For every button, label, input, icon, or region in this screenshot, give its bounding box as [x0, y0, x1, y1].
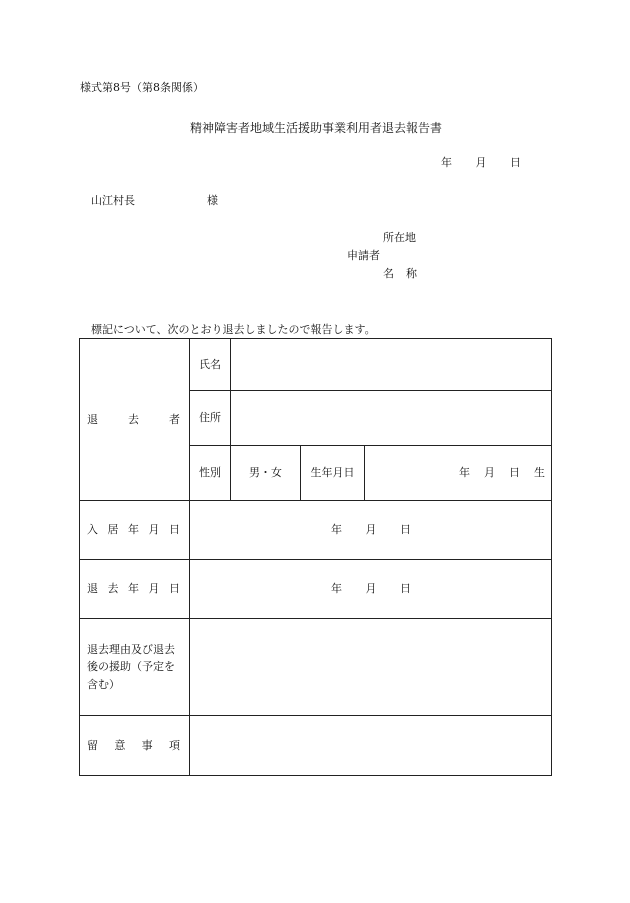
notes-label	[80, 716, 190, 776]
name-label: 氏名	[190, 339, 231, 391]
intro-text: 標記について、次のとおり退去しましたので報告します。	[91, 323, 376, 336]
address-input-cell[interactable]	[231, 391, 552, 446]
date-year-label: 年	[441, 156, 452, 169]
move-out-day-unit: 日	[400, 582, 411, 596]
notes-label-char: 留	[87, 738, 98, 752]
sex-option-cell[interactable]: 男・女	[231, 446, 301, 501]
move-out-date-label	[80, 560, 190, 619]
notes-label-char: 意	[114, 738, 126, 752]
reason-label: 退去理由及び退去後の援助（予定を含む）	[80, 619, 190, 716]
birth-year-unit: 年	[459, 466, 470, 480]
move-in-label-char: 年	[128, 523, 139, 537]
date-line	[441, 157, 521, 168]
document-title: 精神障害者地域生活援助事業利用者退去報告書	[190, 121, 443, 135]
move-in-label-char: 日	[169, 523, 180, 537]
move-in-year-unit: 年	[331, 523, 342, 537]
birth-suffix: 生	[534, 466, 545, 480]
notes-input-cell[interactable]	[190, 716, 552, 776]
leaver-label-char: 退	[87, 412, 98, 426]
leave-report-table	[79, 338, 552, 776]
applicant-name-label-part: 名	[383, 267, 394, 280]
move-out-label-char: 日	[169, 582, 180, 596]
move-out-year-unit: 年	[331, 582, 342, 596]
addressee-name: 山江村長	[91, 194, 135, 207]
date-month-label: 月	[475, 156, 487, 169]
notes-label-char: 事	[141, 738, 153, 752]
move-out-label-char: 退	[87, 582, 98, 596]
applicant-name-label	[383, 268, 417, 279]
leaver-label-char: 去	[128, 412, 139, 426]
move-out-label-char: 年	[128, 582, 139, 596]
move-in-label-char: 居	[107, 523, 119, 537]
applicant-name-label-part: 称	[406, 267, 417, 280]
leaver-label-char: 者	[169, 412, 180, 426]
name-input-cell[interactable]	[231, 339, 552, 391]
leaver-label-cell	[80, 339, 190, 501]
birth-date-label: 生年月日	[301, 446, 365, 501]
sex-label: 性別	[190, 446, 231, 501]
move-in-day-unit: 日	[400, 523, 411, 537]
birth-month-unit: 月	[484, 466, 495, 480]
birth-day-unit: 日	[509, 466, 520, 480]
move-in-date-input-cell[interactable]	[190, 501, 552, 560]
applicant-address-label: 所在地	[383, 231, 416, 244]
date-day-label: 日	[510, 156, 521, 169]
move-out-month-unit: 月	[365, 582, 377, 596]
notes-label-char: 項	[168, 738, 180, 752]
move-in-month-unit: 月	[365, 523, 377, 537]
birth-date-input-cell[interactable]	[365, 446, 552, 501]
applicant-label: 申請者	[347, 249, 380, 262]
move-in-label-char: 月	[148, 523, 160, 537]
move-in-label-char: 入	[87, 523, 98, 537]
move-out-label-char: 月	[148, 582, 160, 596]
reason-input-cell[interactable]	[190, 619, 552, 716]
move-out-date-input-cell[interactable]	[190, 560, 552, 619]
move-in-date-label	[80, 501, 190, 560]
move-out-label-char: 去	[107, 582, 119, 596]
addressee-honorific: 様	[207, 194, 218, 207]
form-number: 様式第8号（第8条関係）	[80, 81, 204, 94]
address-label: 住所	[190, 391, 231, 446]
